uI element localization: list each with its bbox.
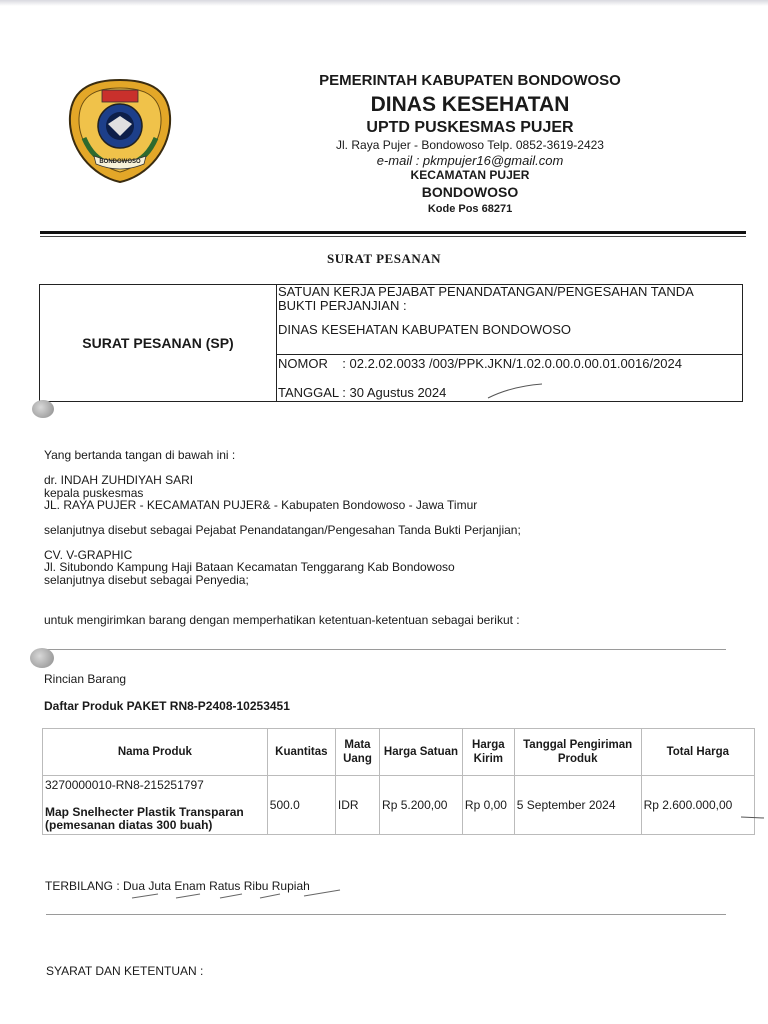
product-code: 3270000010-RN8-215251797	[45, 778, 204, 792]
details-divider	[277, 354, 742, 355]
header-rule	[40, 231, 746, 234]
order-label: SURAT PESANAN (SP)	[40, 285, 277, 401]
amount-in-words: TERBILANG : Dua Juta Enam Ratus Ribu Rupiah	[45, 879, 310, 893]
terms-title: SYARAT DAN KETENTUAN :	[46, 964, 204, 978]
header-address: Jl. Raya Pujer - Bondowoso Telp. 0852-3619-2423	[336, 138, 604, 152]
cell-currency: IDR	[335, 776, 379, 835]
cell-product	[43, 776, 268, 835]
margin-mark	[740, 812, 766, 822]
signer-address: JL. RAYA PUJER - KECAMATAN PUJER& - Kabupaten Bondowoso - Jawa Timur	[44, 498, 478, 512]
punch-hole-middle	[30, 648, 54, 668]
document-title: SURAT PESANAN	[326, 251, 441, 266]
cell-total: Rp 2.600.000,00	[641, 776, 754, 835]
rincian-label: Rincian Barang	[44, 672, 127, 686]
col-currency: Mata Uang	[335, 729, 379, 776]
intro-text: Yang bertanda tangan di bawah ini :	[44, 448, 236, 462]
signer-name: dr. INDAH ZUHDIYAH SARI	[44, 473, 194, 487]
scan-edge	[0, 0, 768, 6]
header-district: KECAMATAN PUJER	[410, 168, 530, 182]
header-city: BONDOWOSO	[421, 184, 519, 200]
package-title: Daftar Produk PAKET RN8-P2408-10253451	[44, 699, 290, 713]
cell-shipping: Rp 0,00	[462, 776, 514, 835]
order-date: TANGGAL : 30 Agustus 2024	[278, 385, 447, 400]
col-total: Total Harga	[641, 729, 754, 776]
penyedia-text: selanjutnya disebut sebagai Penyedia;	[44, 573, 249, 587]
underline-marks	[128, 886, 348, 902]
col-quantity: Kuantitas	[267, 729, 335, 776]
cell-delivery-date: 5 September 2024	[514, 776, 641, 835]
cell-unit-price: Rp 5.200,00	[380, 776, 463, 835]
product-name: Map Snelhecter Plastik Transparan (pemesanan diatas 300 buah)	[45, 805, 244, 832]
header-email: e-mail : pkmpujer16@gmail.com	[376, 153, 564, 168]
header-government: PEMERINTAH KABUPATEN BONDOWOSO	[319, 72, 621, 89]
pejabat-text: selanjutnya disebut sebagai Pejabat Penandatangan/Pengesahan Tanda Bukti Perjanjian;	[44, 523, 521, 537]
cell-quantity: 500.0	[267, 776, 335, 835]
svg-text:BONDOWOSO: BONDOWOSO	[99, 159, 141, 165]
work-unit-label-2: BUKTI PERJANJIAN :	[278, 298, 407, 313]
table-row	[43, 776, 755, 835]
work-unit-name: DINAS KESEHATAN KABUPATEN BONDOWOSO	[278, 322, 572, 337]
header-unit: UPTD PUSKESMAS PUJER	[366, 119, 574, 136]
vendor-address: Jl. Situbondo Kampung Haji Bataan Kecamatan Tenggarang Kab Bondowoso	[44, 560, 455, 574]
header-rule-thin	[40, 236, 746, 237]
order-number: NOMOR : 02.2.02.0033 /003/PPK.JKN/1.02.0.00.0.00.01.0016/2024	[278, 356, 682, 371]
order-info-box	[39, 284, 743, 402]
header-department: DINAS KESEHATAN	[370, 93, 570, 116]
header-postcode: Kode Pos 68271	[427, 203, 513, 215]
bondowoso-emblem-logo	[64, 76, 176, 186]
product-table	[42, 728, 755, 835]
footer-divider	[46, 914, 726, 915]
work-unit-label-1: SATUAN KERJA PEJABAT PENANDATANGAN/PENGESAHAN TANDA	[278, 284, 694, 299]
vendor-name: CV. V-GRAPHIC	[44, 548, 133, 562]
instruction-text: untuk mengirimkan barang dengan memperhatikan ketentuan-ketentuan sebagai berikut :	[44, 613, 520, 627]
col-delivery-date: Tanggal Pengiriman Produk	[514, 729, 641, 776]
col-unit-price: Harga Satuan	[380, 729, 463, 776]
col-shipping: Harga Kirim	[462, 729, 514, 776]
initial-mark	[486, 382, 546, 400]
signer-position: kepala puskesmas	[44, 486, 144, 500]
punch-hole-top	[32, 400, 54, 418]
col-product-name: Nama Produk	[43, 729, 268, 776]
table-header-row	[43, 729, 755, 776]
section-divider	[44, 649, 726, 650]
